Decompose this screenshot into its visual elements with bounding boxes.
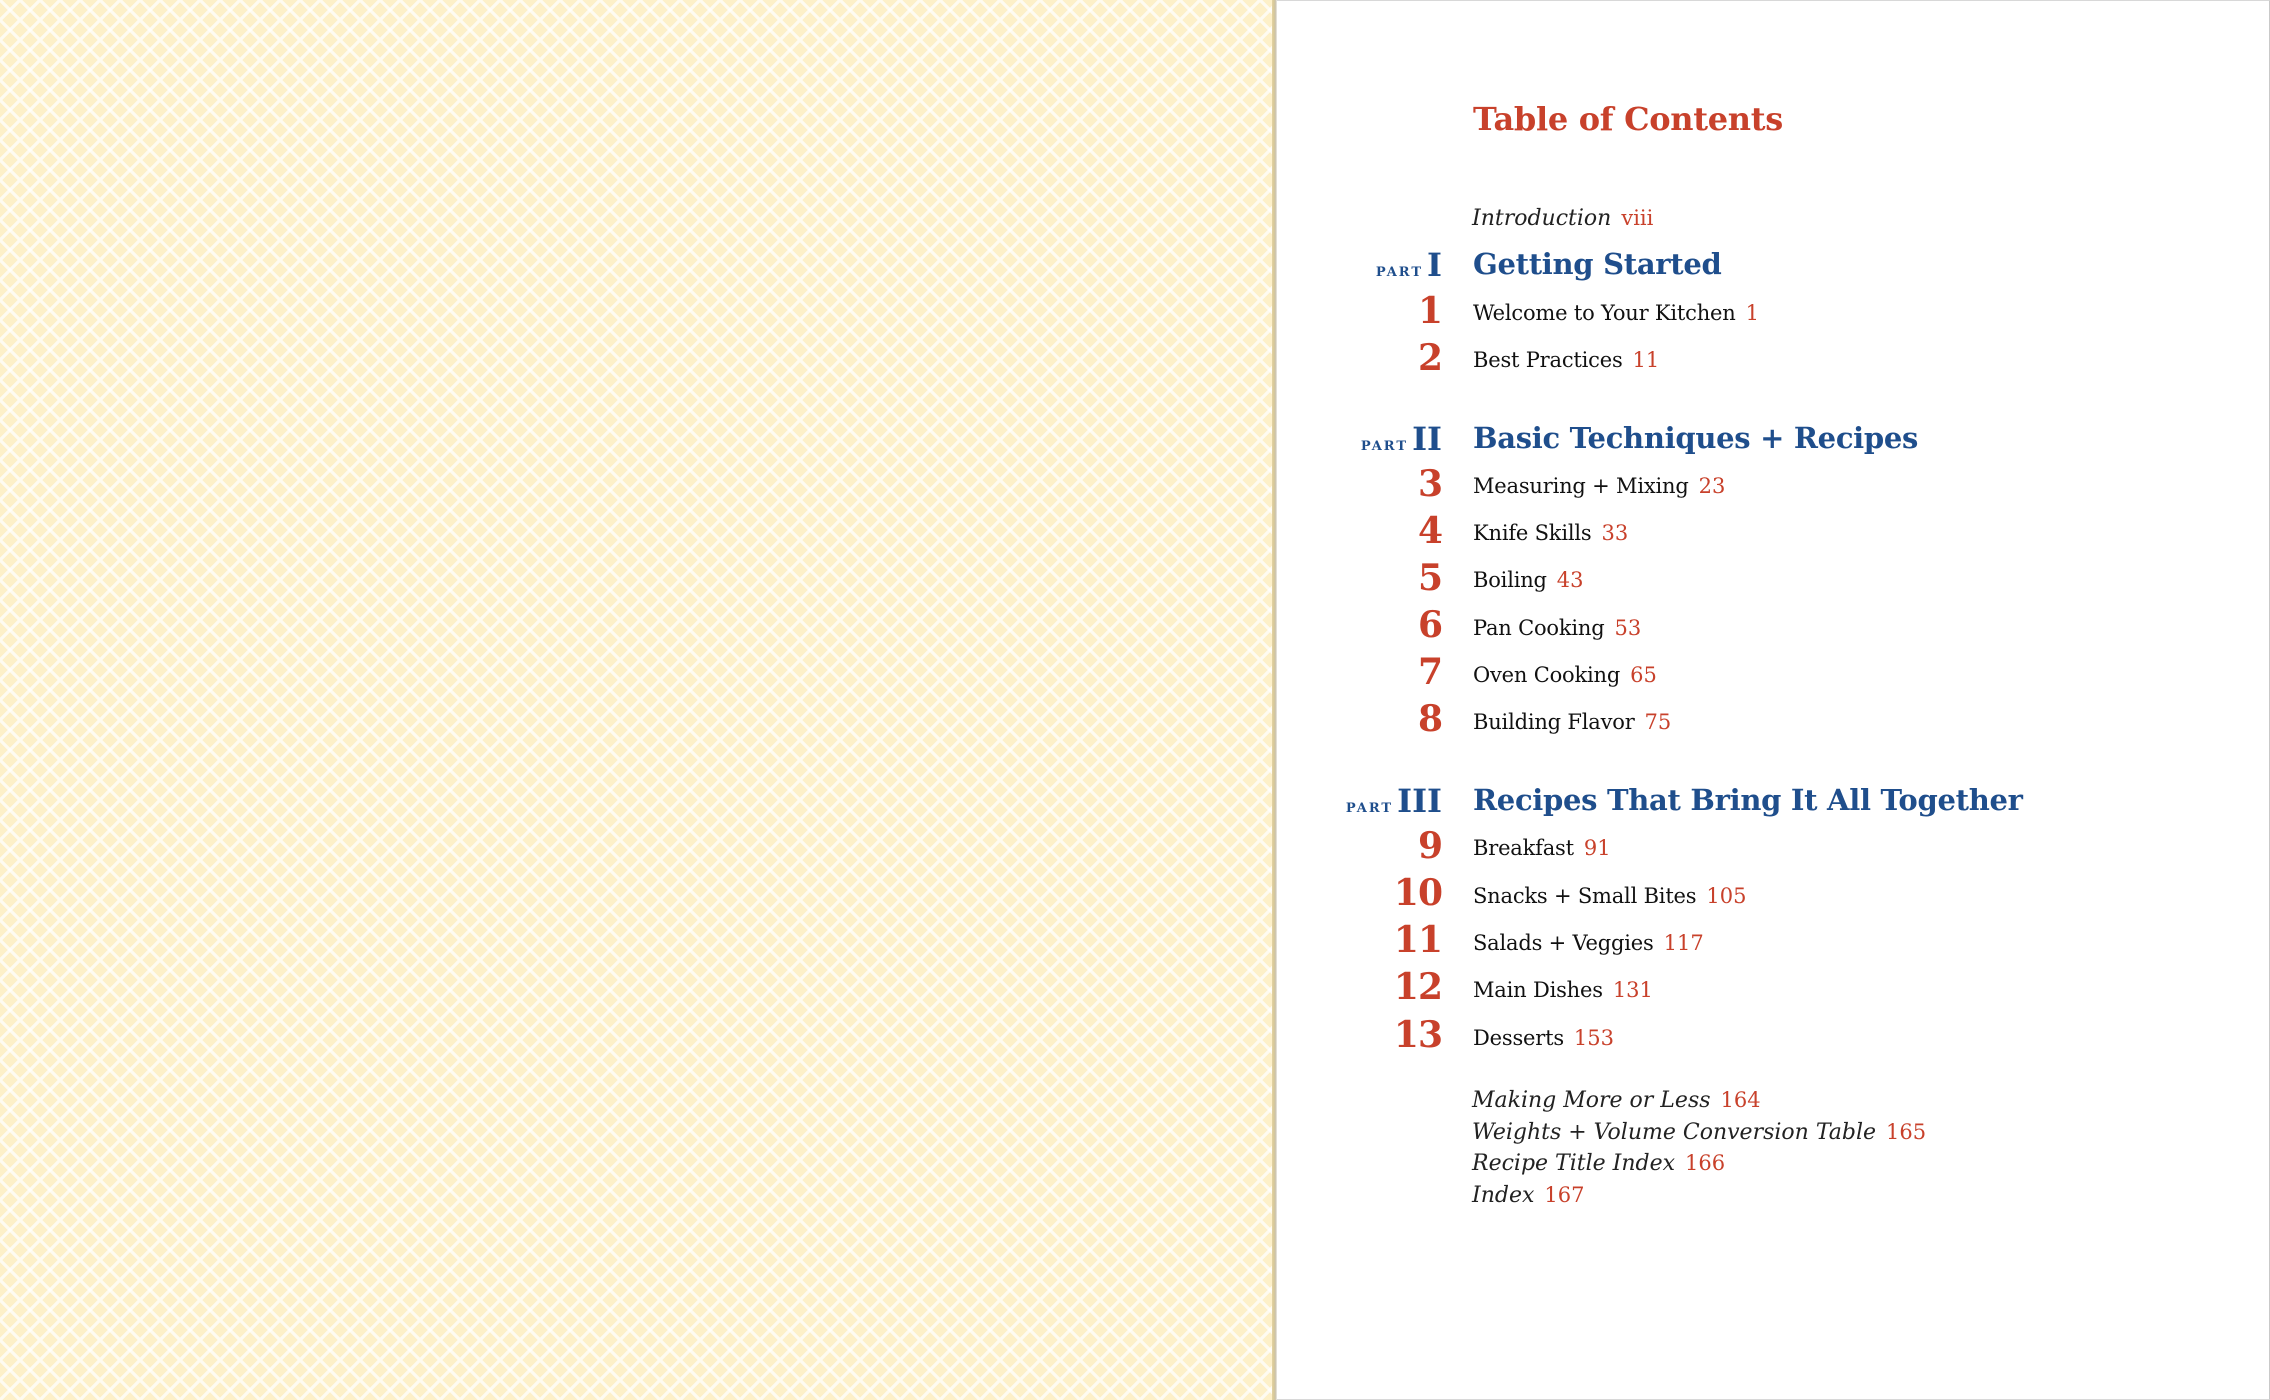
chapter-number: 3 bbox=[1417, 463, 1442, 505]
part-title-1[interactable]: Getting Started bbox=[1473, 247, 1722, 281]
chapter-number: 5 bbox=[1417, 557, 1442, 599]
toc-chapter-entry[interactable]: Boiling 43 bbox=[1473, 568, 1584, 592]
toc-chapter-entry[interactable]: Pan Cooking 53 bbox=[1473, 616, 1642, 640]
toc-chapter-entry[interactable]: Snacks + Small Bites 105 bbox=[1473, 884, 1747, 908]
chapter-number: 11 bbox=[1393, 919, 1442, 961]
chapter-number: 10 bbox=[1393, 872, 1442, 914]
toc-chapter-entry[interactable]: Salads + Veggies 117 bbox=[1473, 931, 1704, 955]
toc-chapter-entry[interactable]: Best Practices 11 bbox=[1473, 348, 1660, 372]
toc-chapter-entry[interactable]: Desserts 153 bbox=[1473, 1026, 1614, 1050]
chapter-number: 12 bbox=[1393, 966, 1442, 1008]
part-marker-1: PART I bbox=[1375, 246, 1442, 284]
toc-back-matter-entry[interactable]: Recipe Title Index 166 bbox=[1472, 1151, 1726, 1176]
toc-intro-entry[interactable] bbox=[1472, 206, 1653, 231]
toc-chapter-entry[interactable]: Knife Skills 33 bbox=[1473, 521, 1629, 545]
toc-back-matter-entry[interactable]: Making More or Less 164 bbox=[1472, 1088, 1761, 1113]
entry-page: viii bbox=[1621, 206, 1654, 230]
chapter-number: 2 bbox=[1417, 337, 1442, 379]
toc-chapter-entry[interactable]: Welcome to Your Kitchen 1 bbox=[1473, 301, 1759, 325]
chapter-number: 7 bbox=[1417, 651, 1442, 693]
chapter-number: 9 bbox=[1417, 825, 1442, 867]
toc-chapter-entry[interactable]: Main Dishes 131 bbox=[1473, 978, 1653, 1002]
chapter-number: 6 bbox=[1417, 604, 1442, 646]
part-marker-2: PART II bbox=[1360, 420, 1442, 458]
toc-chapter-entry[interactable]: Oven Cooking 65 bbox=[1473, 663, 1657, 687]
chapter-number: 4 bbox=[1417, 510, 1442, 552]
toc-chapter-entry[interactable]: Breakfast 91 bbox=[1473, 836, 1611, 860]
part-title-2[interactable]: Basic Techniques + Recipes bbox=[1473, 421, 1919, 455]
toc-chapter-entry[interactable]: Measuring + Mixing 23 bbox=[1473, 474, 1726, 498]
page-title: Table of Contents bbox=[1473, 100, 1783, 138]
toc-back-matter-entry[interactable]: Index 167 bbox=[1472, 1183, 1585, 1208]
part-title-3[interactable]: Recipes That Bring It All Together bbox=[1473, 783, 2023, 817]
chapter-number: 8 bbox=[1417, 698, 1442, 740]
part-marker-3: PART III bbox=[1345, 782, 1442, 820]
toc-back-matter-entry[interactable]: Weights + Volume Conversion Table 165 bbox=[1472, 1120, 1927, 1145]
entry-label: Introduction bbox=[1472, 206, 1612, 231]
chapter-number: 13 bbox=[1393, 1014, 1442, 1056]
chapter-number: 1 bbox=[1417, 290, 1442, 332]
toc-chapter-entry[interactable]: Building Flavor 75 bbox=[1473, 710, 1672, 734]
